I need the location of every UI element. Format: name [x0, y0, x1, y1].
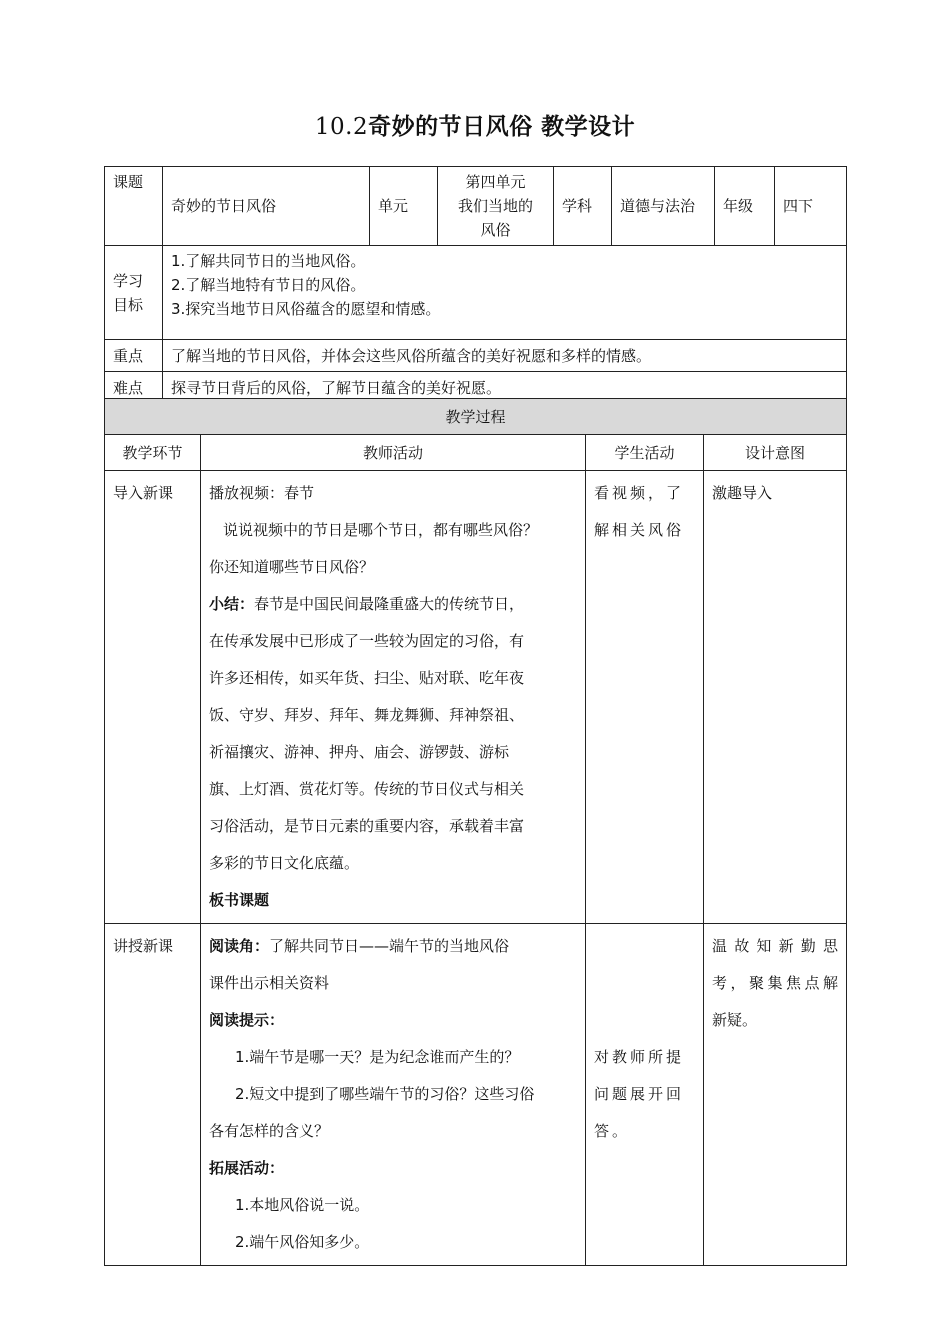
- extension-label: 拓展活动：: [209, 1159, 285, 1177]
- col-stage: 教学环节: [105, 435, 201, 471]
- unit-value-line: 我们当地的: [457, 197, 533, 215]
- intent-line: 新疑。: [712, 1011, 758, 1029]
- extension-item: 1.本地风俗说一说。: [235, 1196, 370, 1214]
- lesson-info-table: [104, 166, 847, 404]
- reading-label: 阅读角：: [209, 937, 270, 955]
- board-title: 板书课题: [209, 891, 270, 909]
- teacher-activity-cell: [201, 924, 586, 1266]
- design-intent-cell: [704, 924, 847, 1266]
- intent-line: 温故知新勤思: [712, 937, 839, 955]
- teacher-line: 课件出示相关资料: [209, 974, 330, 992]
- goal-item: 2.了解当地特有节日的风俗。: [171, 276, 366, 294]
- student-line: 问题展开回: [594, 1085, 685, 1103]
- summary-line: 饭、守岁、拜岁、拜年、舞龙舞狮、拜神祭祖、: [209, 706, 525, 724]
- process-header-row: [105, 399, 847, 435]
- summary-label: 小结：: [209, 595, 255, 613]
- difficult-value: 探寻节日背后的风俗，了解节日蕴含的美好祝愿。: [163, 372, 847, 404]
- summary-line: 祈福攘灾、游神、押舟、庙会、游锣鼓、游标: [209, 743, 510, 761]
- teacher-activity-cell: [201, 471, 586, 924]
- subject-value: 道德与法治: [612, 167, 715, 246]
- summary-line: [209, 586, 577, 623]
- teacher-line: 你还知道哪些节日风俗？: [209, 558, 375, 576]
- key-value: 了解当地的节日风俗，并体会这些风俗所蕴含的美好祝愿和多样的情感。: [163, 340, 847, 372]
- grade-label: 年级: [715, 167, 775, 246]
- unit-label: 单元: [370, 167, 438, 246]
- intent-line: 激趣导入: [712, 484, 773, 502]
- goal-item: 3.探究当地节日风俗蕴含的愿望和情感。: [171, 300, 441, 318]
- student-line: 看视频，了: [594, 484, 685, 502]
- info-row-goals: [105, 246, 847, 340]
- col-teacher: 教师活动: [201, 435, 586, 471]
- stage-label: 导入新课: [113, 484, 174, 502]
- unit-value-line: 风俗: [480, 221, 511, 239]
- tip-item: 1.端午节是哪一天？是为纪念谁而产生的？: [235, 1048, 520, 1066]
- reading-line: [209, 928, 577, 965]
- summary-line: 习俗活动，是节日元素的重要内容，承载着丰富: [209, 817, 525, 835]
- grade-value: 四下: [775, 167, 847, 246]
- process-column-row: [105, 435, 847, 471]
- title-text: 奇妙的节日风俗 教学设计: [368, 114, 636, 140]
- summary-line: 许多还相传，如买年货、扫尘、贴对联、吃年夜: [209, 669, 525, 687]
- teaching-process-table: [104, 398, 847, 1266]
- intent-line: 考，聚集焦点解: [712, 974, 839, 992]
- goals-list: [163, 246, 847, 340]
- teacher-line: 说说视频中的节日是哪个节日，都有哪些风俗？: [223, 521, 539, 539]
- unit-value-line: 第四单元: [465, 173, 526, 191]
- stage-cell: [105, 924, 201, 1266]
- col-student: 学生活动: [586, 435, 704, 471]
- summary-text: 春节是中国民间最隆重盛大的传统节日，: [254, 595, 525, 613]
- student-line: 对教师所提: [594, 1048, 685, 1066]
- stage-cell: [105, 471, 201, 924]
- goal-item: 1.了解共同节日的当地风俗。: [171, 252, 366, 270]
- page-title: [0, 108, 950, 141]
- goals-label-line: 目标: [113, 295, 144, 314]
- difficult-label: 难点: [105, 372, 163, 404]
- student-activity-cell: [586, 471, 704, 924]
- info-row-key: [105, 340, 847, 372]
- info-row-topic: [105, 167, 847, 246]
- student-line: 答。: [594, 1122, 631, 1140]
- student-activity-cell: [586, 924, 704, 1266]
- reading-text: 了解共同节日——端午节的当地风俗: [269, 937, 510, 955]
- design-intent-cell: [704, 471, 847, 924]
- title-number: 10.2: [314, 114, 369, 140]
- tips-label: 阅读提示：: [209, 1011, 285, 1029]
- topic-label: 课题: [105, 167, 163, 246]
- tip-item: 2.短文中提到了哪些端午节的习俗？这些习俗: [235, 1085, 535, 1103]
- topic-value: 奇妙的节日风俗: [163, 167, 370, 246]
- col-intent: 设计意图: [704, 435, 847, 471]
- teacher-line: 播放视频：春节: [209, 484, 315, 502]
- extension-item: 2.端午风俗知多少。: [235, 1233, 370, 1251]
- stage-label: 讲授新课: [113, 937, 174, 955]
- student-line: 解相关风俗: [594, 521, 685, 539]
- summary-line: 多彩的节日文化底蕴。: [209, 854, 360, 872]
- summary-line: 旗、上灯酒、赏花灯等。传统的节日仪式与相关: [209, 780, 525, 798]
- summary-line: 在传承发展中已形成了一些较为固定的习俗，有: [209, 632, 525, 650]
- process-header: 教学过程: [105, 399, 847, 435]
- unit-value: [438, 167, 554, 246]
- key-label: 重点: [105, 340, 163, 372]
- process-row-teaching: [105, 924, 847, 1266]
- tip-item: 各有怎样的含义？: [209, 1122, 330, 1140]
- subject-label: 学科: [554, 167, 612, 246]
- goals-label-line: 学习: [113, 271, 144, 290]
- goals-label: [105, 246, 163, 340]
- process-row-intro: [105, 471, 847, 924]
